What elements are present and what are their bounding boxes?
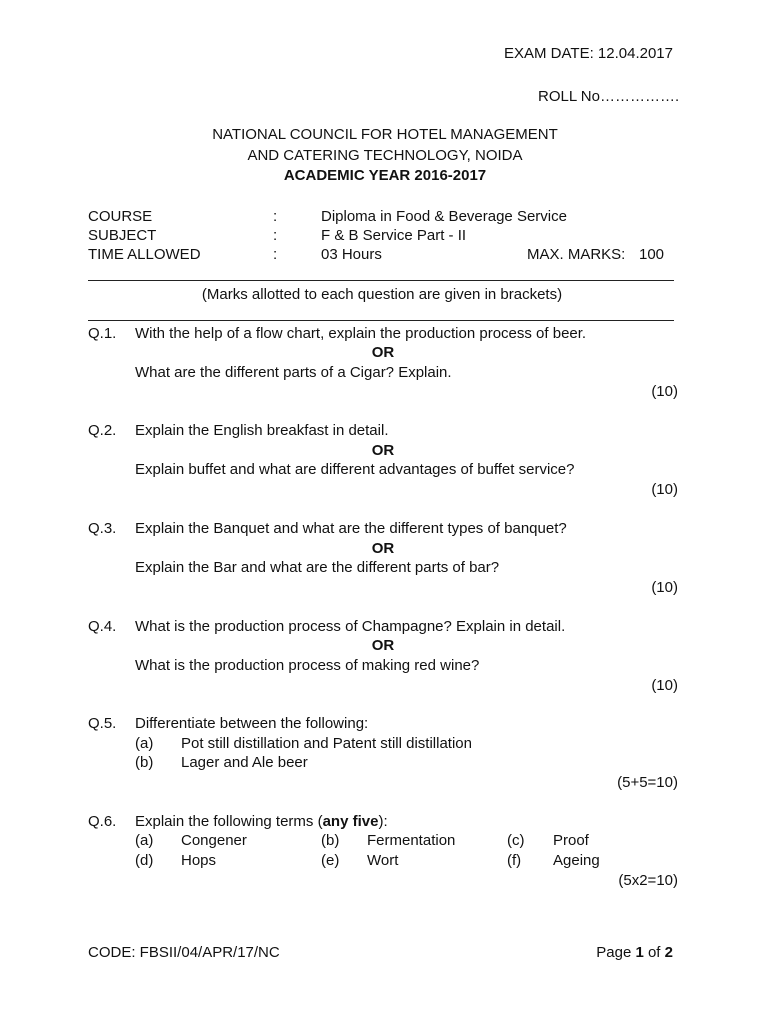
question-number: Q.4. (88, 618, 117, 635)
question-text: What is the production process of Champagne? Explain in detail. (135, 618, 566, 635)
page-current: 1 (635, 944, 644, 961)
question-marks: (10) (651, 481, 678, 498)
question-text-suffix: ): (378, 813, 388, 830)
max-marks-value: 100 (639, 246, 665, 263)
question-text: Explain the English breakfast in detail. (135, 422, 389, 439)
question-text: Differentiate between the following: (135, 715, 369, 732)
divider-top (88, 280, 674, 281)
time-allowed-colon: : (273, 246, 278, 263)
max-marks-label: MAX. MARKS: (527, 246, 626, 263)
page-separator: of (643, 944, 665, 961)
question-alternative-text: What is the production process of making red wine? (135, 657, 480, 674)
term-label: (e) (321, 852, 340, 869)
question-alternative-text: Explain the Bar and what are the different parts of bar? (135, 559, 500, 576)
academic-year: ACADEMIC YEAR 2016-2017 (283, 167, 487, 184)
question-text-prefix: Explain the following terms ( (135, 813, 323, 830)
page-indicator (596, 944, 673, 961)
course-value: Diploma in Food & Beverage Service (321, 208, 567, 225)
question-number: Q.6. (88, 813, 117, 830)
course-label: COURSE (88, 208, 153, 225)
question-number: Q.1. (88, 325, 117, 342)
time-allowed-label: TIME ALLOWED (88, 246, 201, 263)
question-text: With the help of a flow chart, explain the production process of beer. (135, 325, 587, 342)
term-label: (f) (507, 852, 522, 869)
term-text: Wort (367, 852, 399, 869)
term-text: Ageing (553, 852, 600, 869)
or-separator: OR (371, 637, 395, 654)
term-text: Proof (553, 832, 589, 849)
question-number: Q.5. (88, 715, 117, 732)
document-code: CODE: FBSII/04/APR/17/NC (88, 944, 280, 961)
question-marks: (10) (651, 677, 678, 694)
time-allowed-value: 03 Hours (321, 246, 382, 263)
course-colon: : (273, 208, 278, 225)
subject-label: SUBJECT (88, 227, 157, 244)
term-label: (d) (135, 852, 154, 869)
term-text: Congener (181, 832, 247, 849)
question-text (135, 813, 388, 830)
sub-item-text: Lager and Ale beer (181, 754, 308, 771)
question-alternative-text: Explain buffet and what are different advantages of buffet service? (135, 461, 575, 478)
divider-bottom (88, 320, 674, 321)
page-total: 2 (664, 944, 673, 961)
question-text-emphasis: any five (322, 813, 379, 830)
subject-colon: : (273, 227, 278, 244)
question-marks: (10) (651, 383, 678, 400)
term-label: (b) (321, 832, 340, 849)
question-number: Q.2. (88, 422, 117, 439)
sub-item-text: Pot still distillation and Patent still distillation (181, 735, 472, 752)
question-marks: (5x2=10) (618, 872, 678, 889)
term-label: (a) (135, 832, 154, 849)
subject-value: F & B Service Part - II (321, 227, 467, 244)
sub-item-label: (b) (135, 754, 154, 771)
roll-number: ROLL No……………. (538, 88, 680, 105)
page-prefix: Page (596, 944, 636, 961)
term-text: Hops (181, 852, 217, 869)
question-marks: (10) (651, 579, 678, 596)
institution-name-line1: NATIONAL COUNCIL FOR HOTEL MANAGEMENT (212, 126, 558, 143)
term-label: (c) (507, 832, 525, 849)
or-separator: OR (371, 442, 395, 459)
question-number: Q.3. (88, 520, 117, 537)
or-separator: OR (371, 540, 395, 557)
term-text: Fermentation (367, 832, 456, 849)
institution-name-line2: AND CATERING TECHNOLOGY, NOIDA (247, 147, 523, 164)
question-alternative-text: What are the different parts of a Cigar? Explain. (135, 364, 452, 381)
or-separator: OR (371, 344, 395, 361)
sub-item-label: (a) (135, 735, 154, 752)
exam-date: EXAM DATE: 12.04.2017 (504, 45, 673, 62)
marks-note: (Marks allotted to each question are given in brackets) (201, 286, 563, 303)
question-marks: (5+5=10) (617, 774, 678, 791)
question-text: Explain the Banquet and what are the different types of banquet? (135, 520, 567, 537)
